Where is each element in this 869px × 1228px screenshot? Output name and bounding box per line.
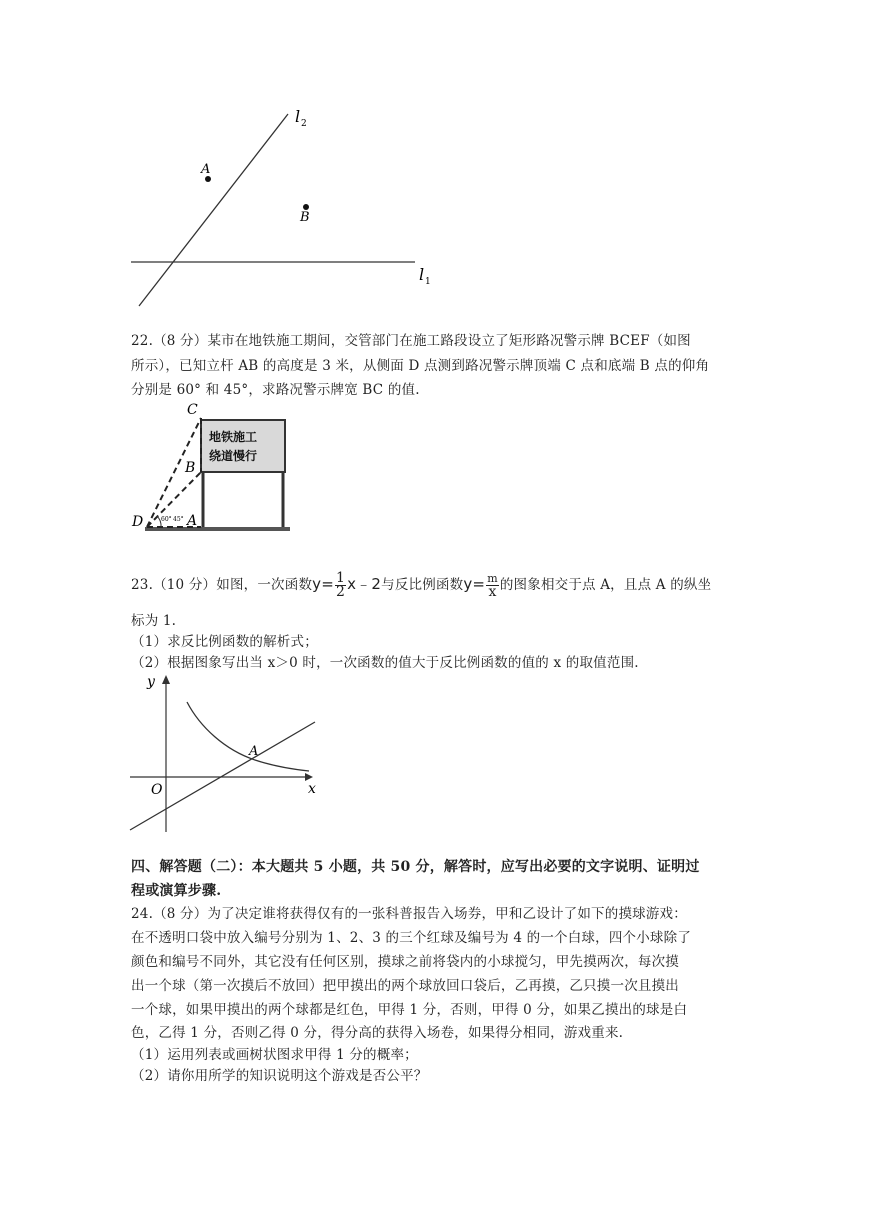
q23-suffix: 的图象相交于点 A，且点 A 的纵坐 (499, 577, 712, 593)
q23-y-eq: y= (312, 575, 334, 593)
label-l2: l (295, 107, 301, 126)
label-b: B (185, 460, 196, 476)
q23-frac2-num: m (487, 572, 498, 585)
axis-y-label: y (147, 674, 155, 690)
q23-text-line1 (131, 566, 711, 603)
ground (145, 527, 290, 531)
x-axis-arrow (305, 773, 313, 781)
q24-line-3: 颜色和编号不同外，其它没有任何区别，摸球之前将袋内的小球搅匀，甲先摸两次，每次摸 (131, 954, 679, 970)
q24-line-4: 出一个球（第一次摸后不放回）把甲摸出的两个球放回口袋后，乙再摸，乙只摸一次且摸出 (131, 978, 679, 994)
q22-text-line1: 22.（8 分）某市在地铁施工期间，交管部门在施工路段设立了矩形路况警示牌 BCEF（如图 (131, 333, 691, 349)
q23-after-frac: x﹣2 (347, 575, 382, 593)
q23-frac-num: 1 (336, 570, 346, 586)
figure-lines-l1-l2 (125, 100, 445, 315)
label-point-a: A (201, 162, 211, 177)
line-l2 (139, 114, 288, 306)
q24-line-1: 24.（8 分）为了决定谁将获得仅有的一张科普报告入场券，甲和乙设计了如下的摸球游戏： (131, 906, 687, 922)
intersection-a-label: A (249, 744, 259, 759)
label-l2-sub: 2 (301, 119, 307, 129)
sign-text-line1: 地铁施工 (209, 430, 258, 444)
section4-heading-line1: 四、解答题（二）：本大题共 5 小题，共 50 分，解答时，应写出必要的文字说明、证明过 (131, 859, 700, 875)
angle-60-label: 60° (161, 516, 172, 523)
q22-text-line3: 分别是 60° 和 45°，求路况警示牌宽 BC 的值. (131, 382, 420, 398)
q23-part1: （1）求反比例函数的解析式； (131, 634, 318, 650)
figure-road-sign (125, 398, 295, 538)
sign-board (201, 420, 285, 472)
linear-function-line (130, 722, 315, 830)
q24-line-2: 在不透明口袋中放入编号分别为 1、2、3 的三个红球及编号为 4 的一个白球，四个小球除了 (131, 930, 692, 946)
axis-x-label: x (308, 781, 316, 797)
q23-frac2-den: x (488, 584, 497, 600)
label-l1-sub: 1 (425, 277, 431, 287)
section4-heading-line2: 程或演算步骤. (131, 883, 222, 899)
label-d: D (132, 514, 144, 530)
label-a: A (187, 513, 198, 529)
q24-part1: （1）运用列表或画树状图求甲得 1 分的概率； (131, 1047, 418, 1063)
origin-label: O (151, 782, 163, 798)
q23-part2: （2）根据图象写出当 x＞0 时，一次函数的值大于反比例函数的值的 x 的取值范围. (131, 655, 639, 671)
q23-text-line2: 标为 1. (131, 613, 177, 629)
q24-line-5: 一个球，如果甲摸出的两个球都是红色，甲得 1 分，否则，甲得 0 分，如果乙摸出的球是白 (131, 1002, 688, 1018)
label-l1: l (419, 265, 425, 284)
q23-fraction-half (335, 572, 346, 599)
label-point-b: B (300, 210, 310, 225)
figure-function-graph (125, 672, 325, 834)
q24-line-6: 色，乙得 1 分，否则乙得 0 分，得分高的获得入场卷，如果得分相同，游戏重来. (131, 1025, 624, 1041)
sign-text-line2: 绕道慢行 (209, 449, 258, 463)
q24-part2: （2）请你用所学的知识说明这个游戏是否公平？ (131, 1068, 428, 1084)
q23-fraction-m-x (486, 572, 499, 599)
q23-prefix: 23.（10 分）如图，一次函数 (131, 577, 313, 593)
angle-45-label: 45° (173, 516, 184, 523)
q22-text-line2: 所示），已知立杆 AB 的高度是 3 米，从侧面 D 点测到路况警示牌顶端 C 点和底端 B 点的仰角 (131, 358, 710, 374)
q23-middle: 与反比例函数 (381, 577, 464, 593)
q23-frac-den: 2 (336, 584, 346, 600)
label-c: C (187, 402, 198, 418)
y-axis-arrow (162, 675, 170, 684)
q23-y-eq2: y= (463, 575, 486, 593)
